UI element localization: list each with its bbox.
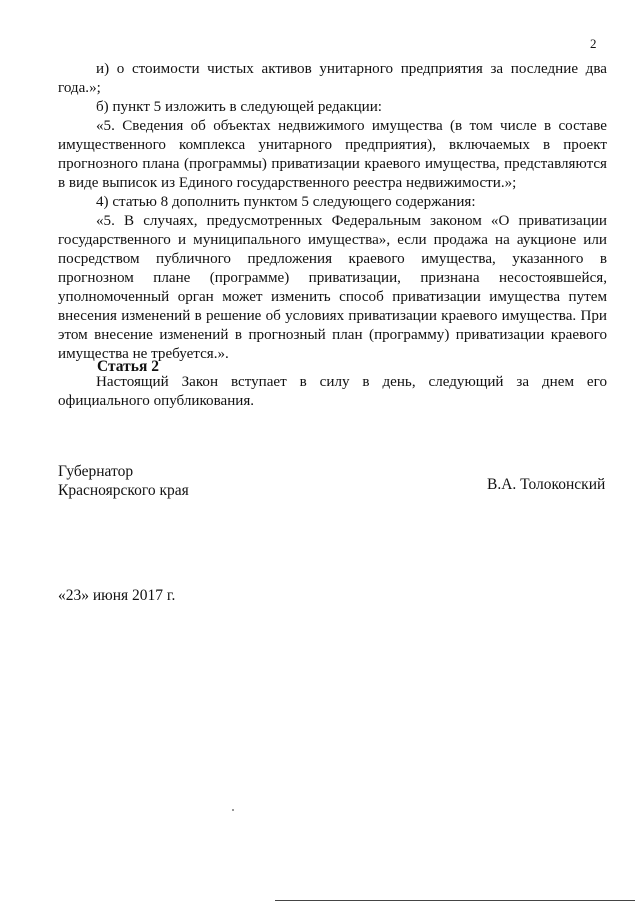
page-number: 2 xyxy=(590,36,597,51)
signer-title xyxy=(58,462,189,500)
signer-name: В.А. Толоконский xyxy=(487,476,606,493)
paragraph-article-8-text: «5. В случаях, предусмотренных Федеральным законом «О приватизации государственного и муниципального имущества», если продажа на аукционе или посредством публичного предложения краевого имущества, указанного в прогнозном плане (программе) приватизации, признана несостоявшейся, уполномоченный орган может изменить способ приватизации имущества путем внесения изменений в решение об условиях приватизации краевого имущества. При этом внесение изменений в прогнозный план (программу) приватизации краевого имущества не требуется.». xyxy=(58,213,607,362)
article-text: Настоящий Закон вступает в силу в день, следующий за днем его официального опубликования. xyxy=(58,374,607,409)
paragraph-clause-5-text: «5. Сведения об объектах недвижимого имущества (в том числе в составе имущественного комплекса унитарного предприятия), включаемых в проект прогнозного плана (программы) приватизации краевого имущества, представляются в виде выписок из Единого государственного реестра недвижимости.»; xyxy=(58,118,607,191)
article-heading: Статья 2 xyxy=(97,358,159,375)
signing-date: «23» июня 2017 г. xyxy=(58,587,176,604)
amendment-text xyxy=(58,60,607,364)
scan-speck xyxy=(232,809,234,811)
article-body xyxy=(58,373,607,411)
paragraph-net-assets: и) о стоимости чистых активов унитарного предприятия за последние два года.»; xyxy=(58,61,607,96)
paragraph-article-8-intro: 4) статью 8 дополнить пунктом 5 следующего содержания: xyxy=(96,194,476,210)
signer-region: Красноярского края xyxy=(58,482,189,499)
signer-position: Губернатор xyxy=(58,463,134,480)
footer-rule xyxy=(275,900,635,901)
paragraph-clause-5-intro: б) пункт 5 изложить в следующей редакции: xyxy=(96,99,382,115)
